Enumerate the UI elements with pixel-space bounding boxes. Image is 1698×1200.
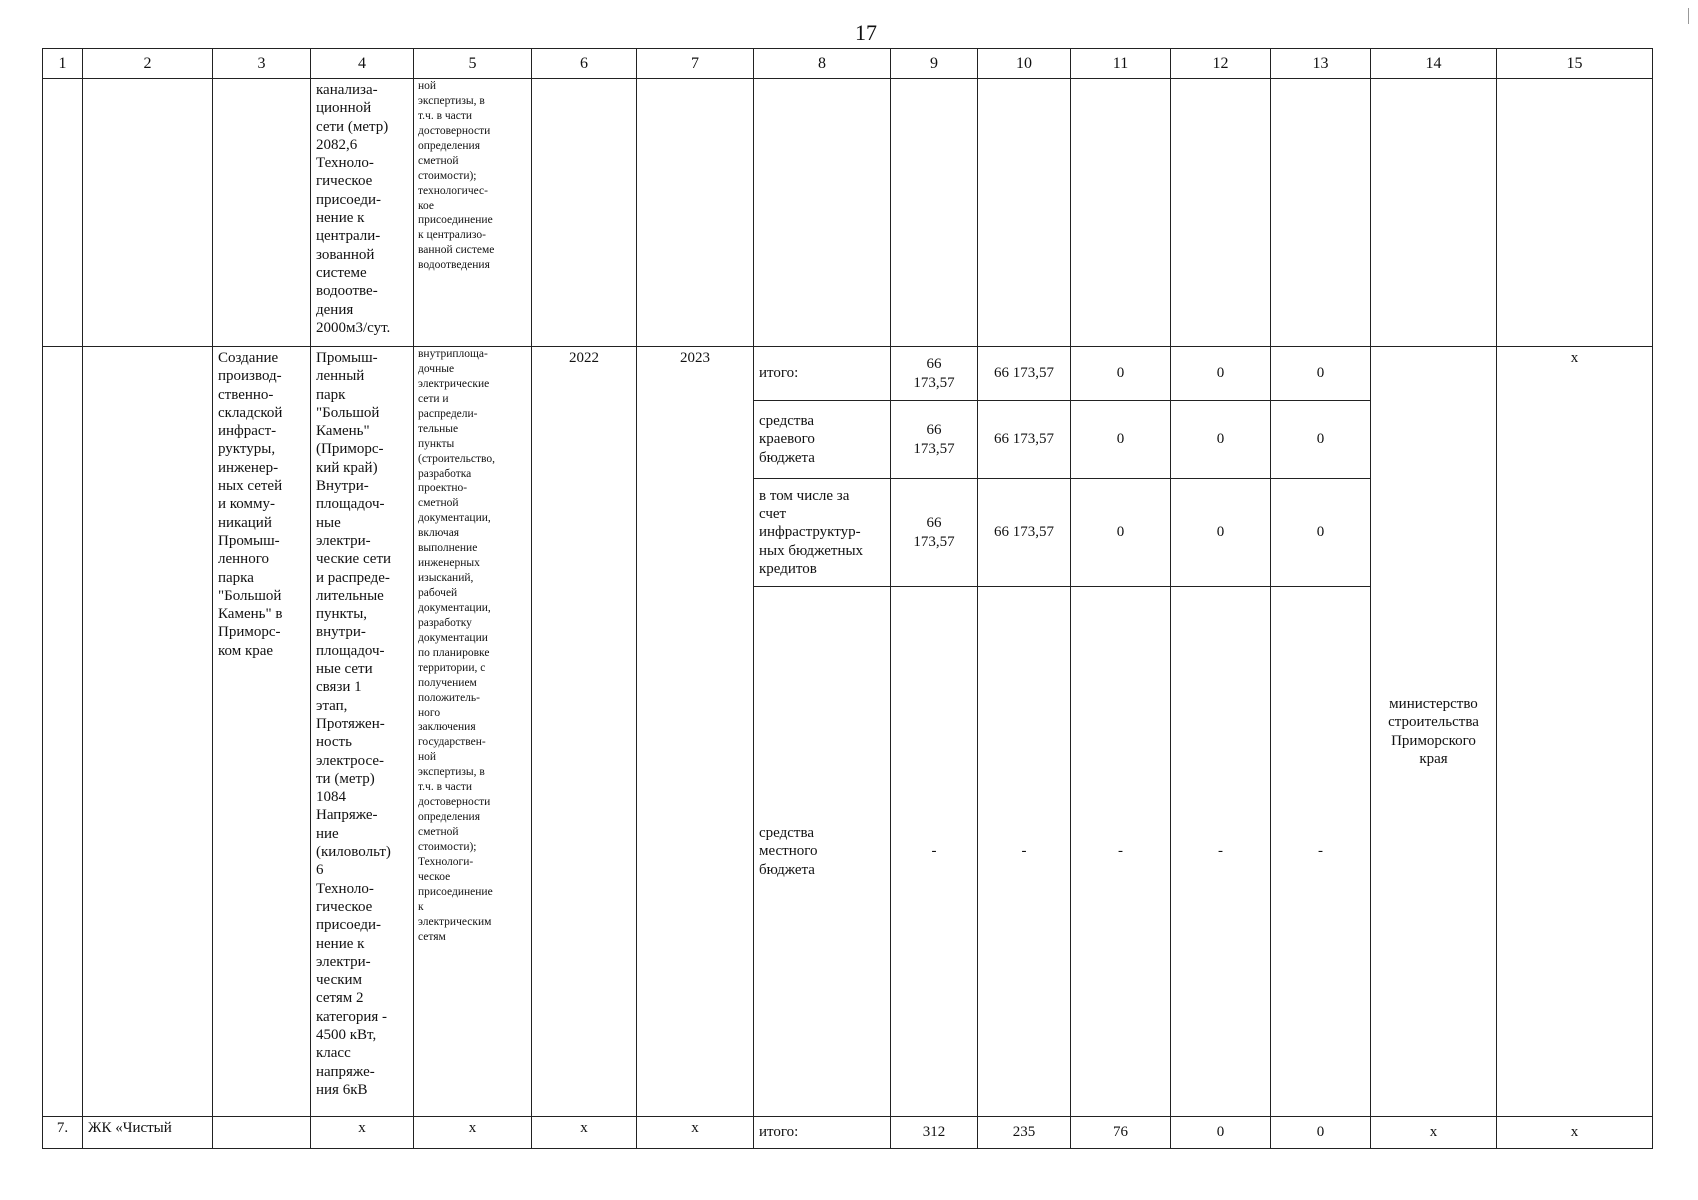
total-c13: 0 bbox=[1271, 1117, 1371, 1149]
funding-total-c9: 66 173,57 bbox=[891, 347, 978, 401]
cell-c-3 bbox=[213, 1117, 311, 1149]
table-row bbox=[43, 347, 1653, 401]
cell-b-15: x bbox=[1497, 347, 1653, 1117]
funding-regional-c10: 66 173,57 bbox=[978, 401, 1071, 479]
cell-a-6 bbox=[532, 79, 637, 347]
funding-local-c11: - bbox=[1071, 587, 1171, 1117]
responsible-executor: министерство строительства Приморского края bbox=[1371, 347, 1497, 1117]
header-row bbox=[43, 49, 1653, 79]
header-col-6: 6 bbox=[532, 49, 637, 79]
object-capacity-electric: Промыш- ленный парк "Большой Камень" (Приморс- кий край) Внутри- площадоч- ные электри- ческие сети и распреде- лительные пункты, внутри- площадоч- ные сети связи 1 этап, Протяжен- ность электросе- ти (метр) 1084 Напряже- ние (киловольт) 6 Техноло- гическое присоеди- нение к электри- ческим сетям 2 категория - 4500 кВт, класс напряже- ния 6кВ bbox=[311, 347, 414, 1117]
scan-edge-mark bbox=[1688, 8, 1689, 24]
cell-a-1 bbox=[43, 79, 83, 347]
cell-a-2 bbox=[83, 79, 213, 347]
header-col-15: 15 bbox=[1497, 49, 1653, 79]
funding-local-c9: - bbox=[891, 587, 978, 1117]
cell-a-3 bbox=[213, 79, 311, 347]
funding-local-c13: - bbox=[1271, 587, 1371, 1117]
funding-label-local: средства местного бюджета bbox=[754, 587, 891, 1117]
cell-b-1 bbox=[43, 347, 83, 1117]
funding-infra-c10: 66 173,57 bbox=[978, 479, 1071, 587]
object-capacity-sewer: канализа- ционной сети (метр) 2082,6 Техноло- гическое присоеди- нение к централи- зованной системе водоотве- дения 2000м3/сут. bbox=[311, 79, 414, 347]
cell-c-7: x bbox=[637, 1117, 754, 1149]
funding-label-total: итого: bbox=[754, 1117, 891, 1149]
cell-c-6: x bbox=[532, 1117, 637, 1149]
funding-infra-c11: 0 bbox=[1071, 479, 1171, 587]
cell-a-8 bbox=[754, 79, 891, 347]
cell-a-14 bbox=[1371, 79, 1497, 347]
cell-a-10 bbox=[978, 79, 1071, 347]
total-c12: 0 bbox=[1171, 1117, 1271, 1149]
program-table bbox=[42, 48, 1653, 1149]
funding-total-c12: 0 bbox=[1171, 347, 1271, 401]
header-col-5: 5 bbox=[414, 49, 532, 79]
funding-label-infra-credits: в том числе за счет инфраструктур- ных бюджетных кредитов bbox=[754, 479, 891, 587]
table-row bbox=[43, 1117, 1653, 1149]
funding-local-c10: - bbox=[978, 587, 1071, 1117]
header-col-2: 2 bbox=[83, 49, 213, 79]
table-row bbox=[43, 79, 1653, 347]
cell-a-9 bbox=[891, 79, 978, 347]
object-name: ЖК «Чистый bbox=[83, 1117, 213, 1149]
cell-a-15 bbox=[1497, 79, 1653, 347]
funding-regional-c9: 66 173,57 bbox=[891, 401, 978, 479]
header-col-14: 14 bbox=[1371, 49, 1497, 79]
funding-label-regional: средства краевого бюджета bbox=[754, 401, 891, 479]
cell-c-4: x bbox=[311, 1117, 414, 1149]
header-col-7: 7 bbox=[637, 49, 754, 79]
total-c10: 235 bbox=[978, 1117, 1071, 1149]
cell-a-7 bbox=[637, 79, 754, 347]
cell-c-5: x bbox=[414, 1117, 532, 1149]
cell-a-13 bbox=[1271, 79, 1371, 347]
header-col-8: 8 bbox=[754, 49, 891, 79]
funding-total-c11: 0 bbox=[1071, 347, 1171, 401]
funding-total-c13: 0 bbox=[1271, 347, 1371, 401]
header-col-11: 11 bbox=[1071, 49, 1171, 79]
funding-total-c10: 66 173,57 bbox=[978, 347, 1071, 401]
funding-infra-c9: 66 173,57 bbox=[891, 479, 978, 587]
funding-label-total: итого: bbox=[754, 347, 891, 401]
work-description-electric: внутриплоща- дочные электрические сети и распредели- тельные пункты (строительство, разработка проектно- сметной документации, включая выполнение инженерных изысканий, рабочей документации, разработку документации по планировке территории, с получением положитель- ного заключения государствен- ной экспертизы, в т.ч. в части достоверности определения сметной стоимости); Технологи- ческое присоединение к электрическим сетям bbox=[414, 347, 532, 1117]
cell-a-12 bbox=[1171, 79, 1271, 347]
funding-regional-c13: 0 bbox=[1271, 401, 1371, 479]
funding-regional-c12: 0 bbox=[1171, 401, 1271, 479]
header-col-3: 3 bbox=[213, 49, 311, 79]
header-col-4: 4 bbox=[311, 49, 414, 79]
end-year: 2023 bbox=[637, 347, 754, 1117]
total-c11: 76 bbox=[1071, 1117, 1171, 1149]
header-col-10: 10 bbox=[978, 49, 1071, 79]
total-c9: 312 bbox=[891, 1117, 978, 1149]
page-number: 17 bbox=[855, 20, 877, 45]
funding-regional-c11: 0 bbox=[1071, 401, 1171, 479]
header-col-13: 13 bbox=[1271, 49, 1371, 79]
funding-infra-c13: 0 bbox=[1271, 479, 1371, 587]
header-col-9: 9 bbox=[891, 49, 978, 79]
cell-b-2 bbox=[83, 347, 213, 1117]
funding-infra-c12: 0 bbox=[1171, 479, 1271, 587]
row-number: 7. bbox=[43, 1117, 83, 1149]
work-description-sewer: ной экспертизы, в т.ч. в части достоверности определения сметной стоимости); технологичес- кое присоединение к централизо- ванной системе водоотведения bbox=[414, 79, 532, 347]
cell-c-14: x bbox=[1371, 1117, 1497, 1149]
header-col-1: 1 bbox=[43, 49, 83, 79]
cell-a-11 bbox=[1071, 79, 1171, 347]
start-year: 2022 bbox=[532, 347, 637, 1117]
funding-local-c12: - bbox=[1171, 587, 1271, 1117]
header-col-12: 12 bbox=[1171, 49, 1271, 79]
cell-c-15: x bbox=[1497, 1117, 1653, 1149]
event-name: Создание производ- ственно- складской инфраст- руктуры, инженер- ных сетей и комму- никаций Промыш- ленного парка "Большой Камень" в Приморс- ком крае bbox=[213, 347, 311, 1117]
